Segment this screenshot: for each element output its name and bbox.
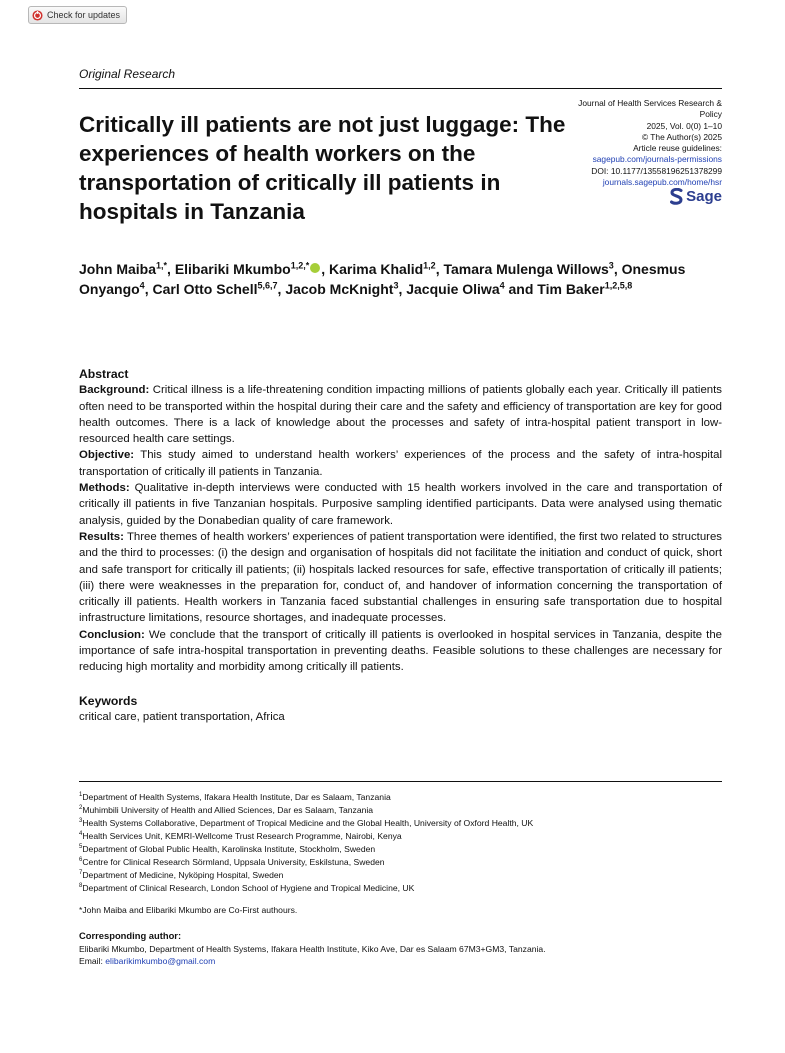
article-title: Critically ill patients are not just luggage: The experiences of health workers on the transportation of critically ill patients in hospitals in Tanzania	[79, 112, 566, 224]
affiliation-text: Department of Medicine, Nyköping Hospital, Sweden	[82, 870, 284, 880]
affiliation-text: Muhimbili University of Health and Allied Sciences, Dar es Salaam, Tanzania	[82, 805, 374, 815]
header-rule	[79, 88, 722, 89]
abstract-section-label: Conclusion:	[79, 628, 145, 641]
sage-wordmark: Sage	[686, 188, 722, 205]
permissions-link[interactable]: sagepub.com/journals-permissions	[592, 154, 722, 165]
author-affiliation-marker: 4	[139, 279, 145, 290]
abstract-section-label: Background:	[79, 384, 150, 397]
affiliation-item	[79, 869, 722, 882]
author-affiliation-marker: 4	[499, 279, 505, 290]
abstract-heading: Abstract	[79, 367, 129, 381]
keywords-text: critical care, patient transportation, Africa	[79, 711, 285, 723]
corresponding-author	[79, 930, 722, 968]
keywords-heading: Keywords	[79, 694, 138, 708]
author-name[interactable]: Carl Otto Schell	[152, 280, 258, 297]
copyright-line: © The Author(s) 2025	[641, 131, 722, 142]
affiliation-item	[79, 856, 722, 869]
corresponding-heading: Corresponding author:	[79, 930, 182, 941]
journal-volume: 2025, Vol. 0(0) 1–10	[646, 120, 722, 131]
corresponding-email-line	[79, 955, 722, 968]
affiliations-list	[79, 791, 722, 895]
author-affiliation-marker: 1,2,5,8	[604, 279, 633, 290]
abstract	[79, 366, 722, 676]
affiliation-number: 8	[79, 883, 83, 890]
reuse-label: Article reuse guidelines:	[633, 143, 722, 154]
check-for-updates-button[interactable]	[28, 6, 127, 24]
affiliation-text: Department of Clinical Research, London School of Hygiene and Tropical Medicine, UK	[82, 883, 415, 893]
email-link[interactable]: elibarikimkumbo@gmail.com	[105, 956, 216, 966]
abstract-section-text: This study aimed to understand health workers’ experiences of the process and the safety of intra-hospital transportation of critically ill patients in Tanzania.	[79, 449, 722, 478]
author-affiliation-marker: 3	[393, 279, 399, 290]
affiliation-item	[79, 843, 722, 856]
author-name[interactable]: Jacob McKnight	[285, 280, 394, 297]
affiliation-text: Centre for Clinical Research Sörmland, Uppsala University, Eskilstuna, Sweden	[82, 857, 385, 867]
journal-name: Journal of Health Services Research & Policy	[578, 98, 722, 120]
affiliation-number: 1	[79, 792, 83, 799]
author-affiliation-marker: 3	[608, 260, 614, 271]
co-first-author-note: *John Maiba and Elibariki Mkumbo are Co-First authours.	[79, 905, 298, 915]
author-affiliation-marker: 1,*	[156, 260, 168, 271]
affiliation-number: 6	[79, 857, 83, 864]
author-affiliation-marker: 5,6,7	[257, 279, 278, 290]
keywords	[79, 693, 722, 725]
affiliation-text: Department of Global Public Health, Karolinska Institute, Stockholm, Sweden	[82, 844, 376, 854]
article-type: Original Research	[79, 67, 176, 81]
affiliation-item	[79, 882, 722, 895]
refresh-icon	[32, 10, 43, 21]
author-name[interactable]: Elibariki Mkumbo	[174, 261, 291, 277]
author-name[interactable]: John Maiba	[79, 261, 157, 277]
abstract-section-text: Three themes of health workers’ experiences of patient transportation were identified, the first two related to structures and the third to processes: (i) the design and organisation of hospitals did not facilitate the initiation and conduct of quick, short and safe transport for critically ill patients; (ii) hospitals lacked resources for safe, effective transportation of critically ill patients; (iii) there were weaknesses in the preparation for, conduct of, and handover of information concerning the transportation of critically ill patients. Health workers in Tanzania faced substantial challenges in ensuring safe transportation due to hospital infrastructure limitations, resource shortages, and inadequate processes.	[79, 530, 722, 625]
affiliation-number: 3	[79, 818, 83, 825]
corresponding-address: Elibariki Mkumbo, Department of Health Systems, Ifakara Health Institute, Kiko Ave, Dar es Salaam 67M3+GM3, Tanzania.	[79, 943, 546, 954]
affiliation-item	[79, 817, 722, 830]
authors-joiner: and	[508, 280, 534, 297]
abstract-background	[79, 382, 722, 447]
author-name[interactable]: Tim Baker	[537, 280, 605, 297]
author-name[interactable]: Jacquie Oliwa	[406, 280, 500, 297]
sage-logo	[670, 188, 722, 205]
journal-info	[562, 98, 722, 188]
affiliation-number: 7	[79, 870, 83, 877]
journal-home-link[interactable]: journals.sagepub.com/home/hsr	[602, 177, 722, 188]
author-name[interactable]: Tamara Mulenga Willows	[443, 261, 609, 277]
check-for-updates-label: Check for updates	[47, 10, 121, 20]
abstract-objective	[79, 447, 722, 480]
footnote-rule	[79, 781, 722, 782]
affiliation-item	[79, 791, 722, 804]
doi: DOI: 10.1177/13558196251378299	[591, 165, 722, 176]
abstract-section-label: Methods:	[79, 482, 130, 495]
abstract-section-label: Results:	[79, 530, 124, 543]
affiliation-number: 4	[79, 831, 83, 838]
affiliation-text: Health Services Unit, KEMRI-Wellcome Trust Research Programme, Nairobi, Kenya	[82, 831, 402, 841]
affiliation-number: 5	[79, 844, 83, 851]
affiliation-item	[79, 830, 722, 843]
abstract-section-text: Qualitative in-depth interviews were conducted with 15 health workers involved in the care and transportation of critically ill patients in five Tanzanian hospitals. Purposive sampling identified participants. Data were analysed using thematic analysis, guided by the Donabedian quality of care framework.	[79, 482, 723, 527]
author-affiliation-marker: 1,2,*	[290, 260, 310, 271]
abstract-section-label: Objective:	[79, 449, 135, 462]
affiliation-text: Health Systems Collaborative, Department of Tropical Medicine and the Global Health, University of Oxford Health, UK	[82, 818, 534, 828]
abstract-section-text: Critical illness is a life-threatening condition impacting millions of patients globally each year. Critically ill patients often need to be transported within the hospital during their care and the safety and efficiency of transportation are key for good health outcomes. There is a lack of knowledge about the processes and safety of intra-hospital patient transport in low-resourced health care settings.	[79, 384, 722, 446]
abstract-results	[79, 529, 722, 627]
author-list: John Maiba$^{1,*}$, Elibariki Mkumbo$^{1,2,*}$ , Karima Khalid$^{1,2}$, Tamara Mulenga Willows$^3$, Onesmus Onyango$^4$, Carl Otto Schell$^{5,6,7}$, Jacob McKnight$^3$, Jacquie Oliwa$^4$ and Tim Baker$^{1,2,5,8}$	[79, 260, 686, 297]
abstract-section-text: We conclude that the transport of critically ill patients is overlooked in hospital services in Tanzania, despite the importance of safe intra-hospital transportation in preventing deaths. Feasible solutions to these challenges are necessary for reducing high mortality and morbidity among critically ill patients.	[79, 628, 722, 674]
affiliation-item	[79, 804, 722, 817]
affiliation-text: Department of Health Systems, Ifakara Health Institute, Dar es Salaam, Tanzania	[82, 792, 391, 802]
sage-s-icon	[670, 188, 683, 205]
author-name[interactable]: Onesmus Onyango	[79, 261, 686, 297]
author-name[interactable]: Karima Khalid	[329, 261, 424, 277]
affiliation-number: 2	[79, 805, 83, 812]
email-label: Email:	[79, 956, 103, 966]
author-affiliation-marker: 1,2	[423, 260, 436, 271]
abstract-conclusion	[79, 627, 722, 676]
orcid-icon[interactable]	[310, 263, 320, 273]
abstract-methods	[79, 480, 722, 529]
